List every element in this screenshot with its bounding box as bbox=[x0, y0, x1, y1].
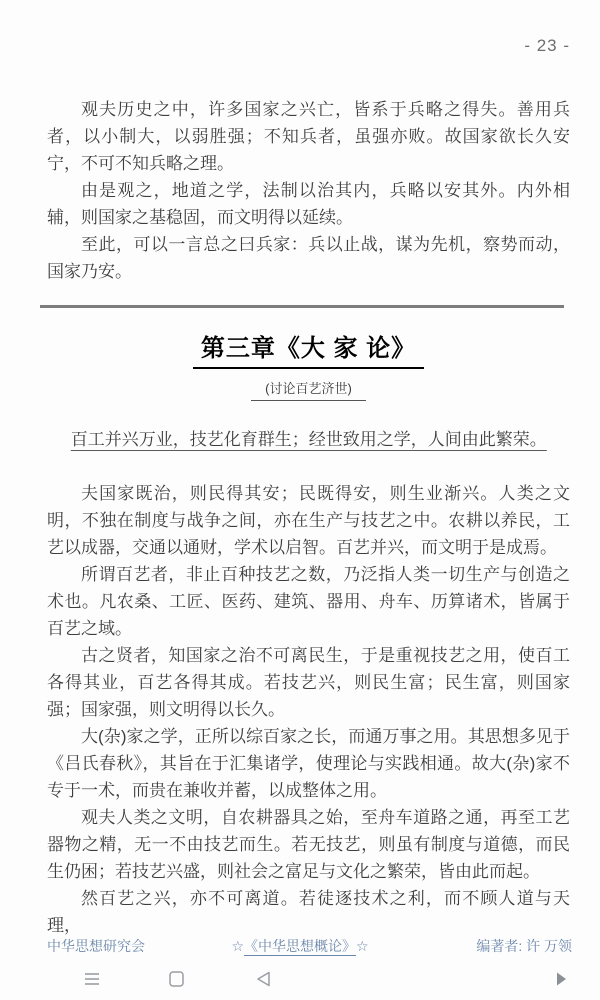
intro-paragraph-2: 由是观之，地道之学，法制以治其内，兵略以安其外。内外相辅，则国家之基稳固，而文明得以延续。 bbox=[47, 181, 570, 227]
chapter-subtitle: (讨论百艺济世) bbox=[251, 380, 366, 401]
chapter-paragraph-2: 所谓百艺者，非止百种技艺之数，乃泛指人类一切生产与创造之术也。凡农桑、工匠、医药、建筑、器用、舟车、历算诸术，皆属于百艺之域。 bbox=[47, 565, 570, 638]
section-divider bbox=[40, 305, 564, 308]
intro-paragraph-3: 至此，可以一言总之曰兵家：兵以止战，谋为先机，察势而动，国家乃安。 bbox=[47, 235, 570, 281]
chapter-paragraph-6: 然百艺之兴，亦不可离道。若徒逐技术之利，而不顾人道与天理， bbox=[47, 889, 570, 935]
chapter-motto: 百工并兴万业，技艺化育群生；经世致用之学，人间由此繁荣。 bbox=[70, 430, 547, 449]
chapter-paragraph-1: 夫国家既治，则民得其安；民既得安，则生业渐兴。人类之文明，不独在制度与战争之间，亦在生产与技艺之中。农耕以养民，工艺以成器，交通以通财，学术以启智。百艺并兴，而文明于是成焉。 bbox=[47, 484, 570, 557]
menu-icon[interactable] bbox=[80, 967, 104, 991]
next-page-icon[interactable] bbox=[549, 967, 573, 991]
chapter-title: 第三章《大 家 论》 bbox=[193, 334, 424, 369]
footer-society-name: 中华思想研究会 bbox=[47, 938, 145, 954]
chapter-paragraph-4: 大(杂)家之学，正所以综百家之长，而通万事之用。其思想多见于《吕氏春秋》，其旨在于汇集诸学，使理论与实践相通。故大(杂)家不专于一术，而贵在兼收并蓄，以成整体之用。 bbox=[47, 727, 570, 800]
chapter-paragraph-5: 观夫人类之文明，自农耕器具之始，至舟车道路之通，再至工艺器物之精，无一不由技艺而生。若无技艺，则虽有制度与道德，而民生仍困；若技艺兴盛，则社会之富足与文化之繁荣，皆由此而起。 bbox=[47, 808, 570, 881]
chapter-subheading-row bbox=[47, 374, 570, 401]
footer-book-title-link[interactable]: 《中华思想概论》 bbox=[244, 938, 356, 954]
chapter-heading-row bbox=[47, 334, 570, 369]
star-icon: ☆ bbox=[356, 938, 369, 954]
chapter-paragraph-3: 古之贤者，知国家之治不可离民生，于是重视技艺之用，使百工各得其业，百艺各得其成。若技艺兴，则民生富；民生富，则国家强；国家强，则文明得以长久。 bbox=[47, 646, 570, 719]
star-icon: ☆ bbox=[231, 938, 244, 954]
intro-paragraph-1: 观夫历史之中，许多国家之兴亡，皆系于兵略之得失。善用兵者，以小制大，以弱胜强；不知兵者，虽强亦败。故国家欲长久安宁，不可不知兵略之理。 bbox=[47, 100, 570, 173]
page-number: - 23 - bbox=[524, 36, 570, 55]
page-content bbox=[47, 96, 570, 939]
footer-author: 编著者: 许 万领 bbox=[476, 938, 572, 954]
page-footer bbox=[0, 936, 600, 960]
recents-square-icon[interactable] bbox=[164, 967, 188, 991]
bottom-toolbar bbox=[0, 958, 600, 1000]
back-icon[interactable] bbox=[251, 967, 275, 991]
